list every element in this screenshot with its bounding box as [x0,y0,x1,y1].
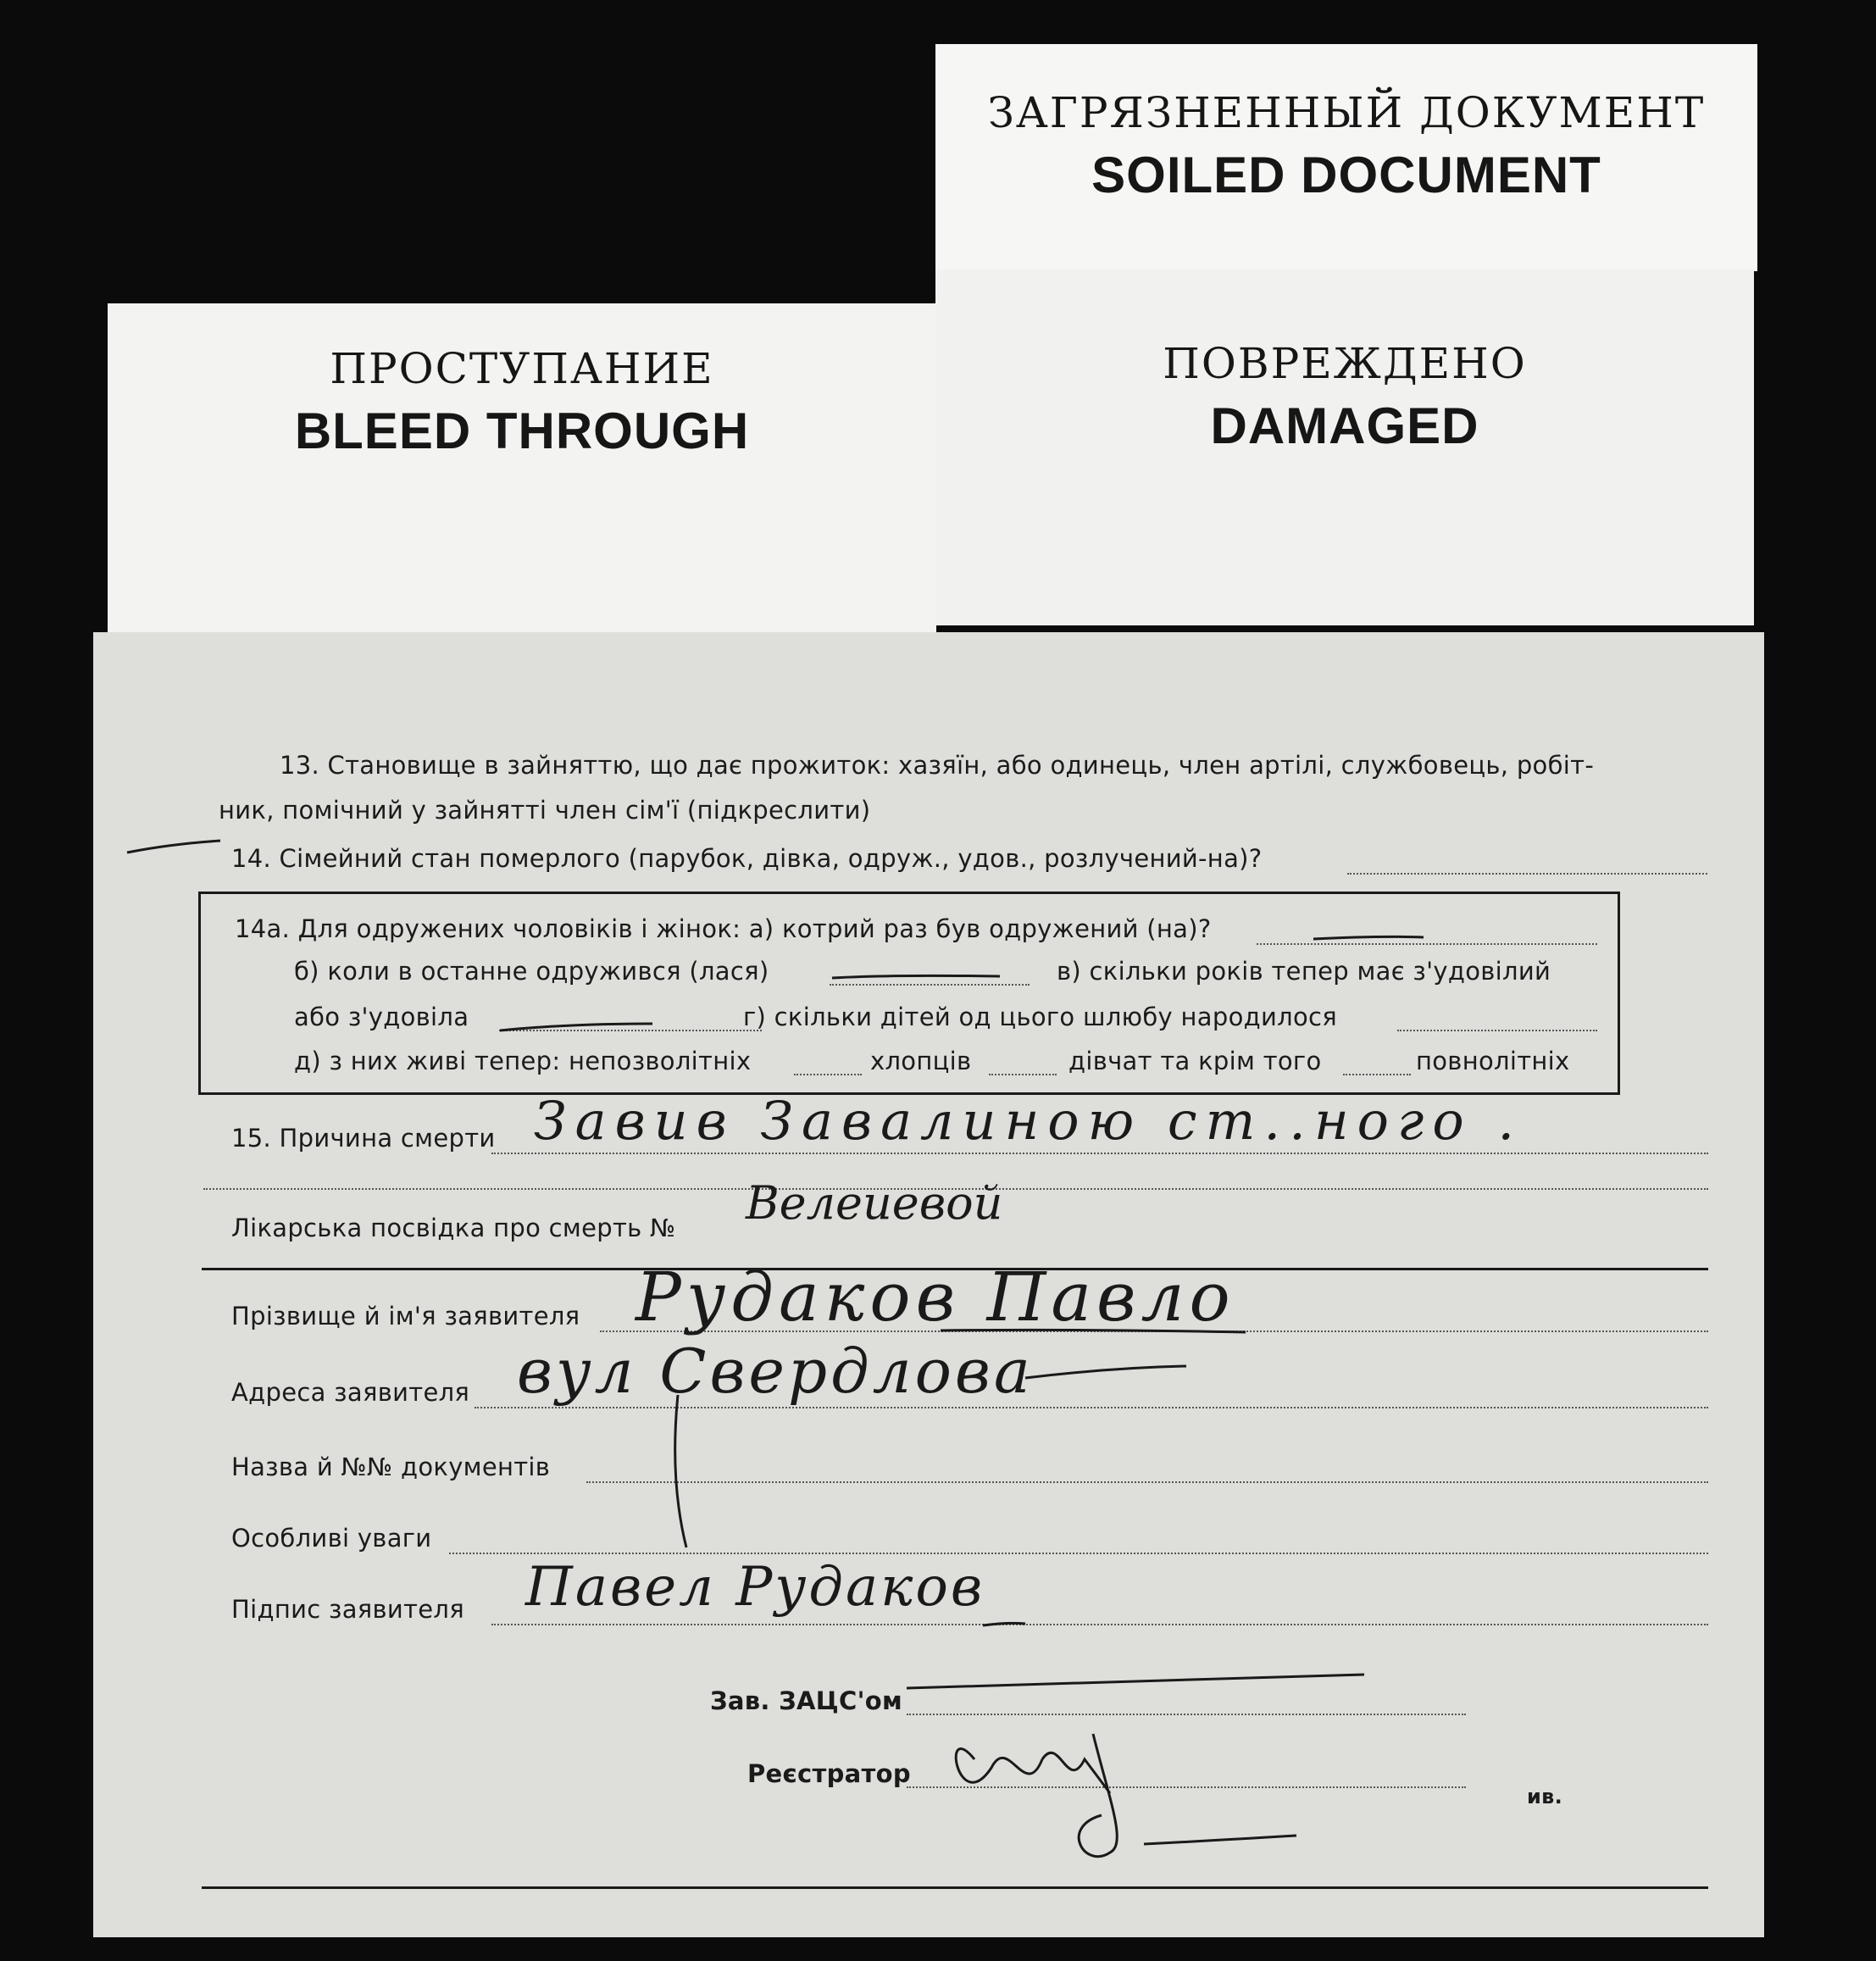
item-14a-boys: хлопців [870,1047,972,1075]
soiled-document-card [935,44,1757,271]
item-15: 15. Причина смерти [231,1124,496,1153]
corner-mark: ив. [1527,1785,1563,1808]
death-certificate-label: Лікарська посвідка про смерть № [231,1214,676,1242]
applicant-name-label: Прізвище й ім'я заявителя [231,1302,580,1330]
address-tail-stroke [1025,1366,1186,1378]
applicant-address-label: Адреса заявителя [231,1378,470,1407]
damaged-card [935,269,1754,625]
head-label: Зав. ЗАЦС'ом [710,1686,902,1715]
item-14a-line1: 14а. Для одружених чоловіків і жінок: а) котрий раз був одружений (на)? [235,914,1212,943]
dash-stroke-c [500,1024,652,1030]
handwritten-address: вул Свердлова [517,1336,1034,1407]
underline-stroke [127,841,220,853]
applicant-signature-label: Підпис заявителя [231,1595,464,1624]
item-14a-v: в) скільки років тепер має з'удовілий [1057,957,1551,986]
address-descender-stroke [675,1395,686,1547]
item-13-line2: ник, помічний у зайнятті член сім'ї (підкреслити) [219,796,871,825]
dash-stroke-a [1313,936,1424,939]
notes-label: Особливі уваги [231,1524,432,1553]
item-14: 14. Сімейний стан померлого (парубок, дівка, одруж., удов., розлучений-на)? [231,844,1263,873]
item-14a-d: д) з них живі тепер: непозволітніх [294,1047,752,1075]
handwritten-certificate: Велеиевой [746,1176,1003,1230]
signature-tail-stroke [983,1623,1025,1625]
dash-stroke-b [832,975,1000,978]
handwritten-applicant-name: Рудаков Павло [636,1258,1235,1336]
damaged-label-ru: ПОВРЕЖДЕНО [1163,339,1527,388]
bleed-through-card [108,303,936,642]
head-sign-stroke [907,1675,1364,1688]
damaged-label-en: DAMAGED [1210,397,1479,454]
name-tail-stroke [941,1330,1246,1332]
item-14a-or: або з'удовіла [294,1003,469,1031]
item-14a-girls: дівчат та крім того [1068,1047,1322,1075]
ink-strokes [93,632,1764,1937]
bleed-label-ru: ПРОСТУПАНИЕ [330,344,714,393]
registration-form [93,632,1764,1937]
item-14a-g: г) скільки дітей од цього шлюбу народилося [743,1003,1337,1031]
item-14a-b: б) коли в останне одружився (лася) [294,957,769,986]
soiled-label-ru: ЗАГРЯЗНЕННЫЙ ДОКУМЕНТ [987,88,1706,137]
registrar-signature [956,1734,1296,1857]
bleed-label-en: BLEED THROUGH [294,403,750,459]
item-13-line1: 13. Становище в зайняттю, що дає прожиток: хазяїн, або одинець, член артілі, службовець, робіт- [280,751,1595,780]
documents-label: Назва й №№ документів [231,1453,551,1481]
item-14a-adult: повнолітніх [1416,1047,1570,1075]
soiled-label-en: SOILED DOCUMENT [1091,147,1601,203]
handwritten-cause: Завив Завалиною ст..ного . [534,1090,1524,1152]
handwritten-signature: Павел Рудаков [525,1556,985,1619]
registrar-label: Реєстратор [747,1759,911,1788]
